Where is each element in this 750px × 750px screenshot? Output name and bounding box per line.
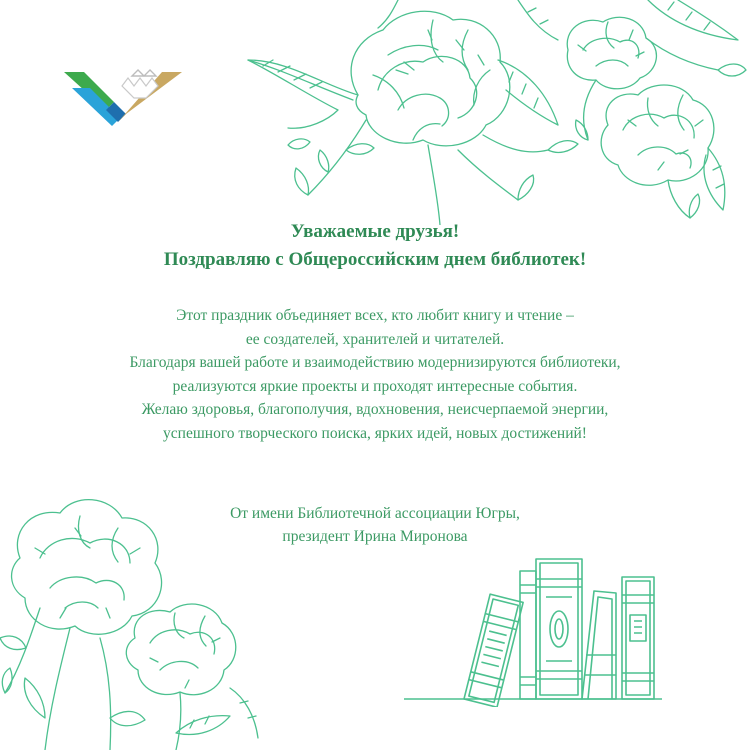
message-line: успешного творческого поиска, ярких идей, новых достижений! bbox=[163, 424, 587, 442]
message-line: реализуются яркие проекты и проходят интересные события. bbox=[172, 377, 578, 395]
message-line: Этот праздник объединяет всех, кто любит книгу и чтение – bbox=[176, 307, 574, 324]
signature-line-2: президент Ирина Миронова bbox=[282, 528, 468, 545]
books-icon bbox=[404, 555, 664, 707]
library-association-logo-icon bbox=[62, 68, 186, 132]
message-text bbox=[0, 304, 750, 445]
message-line: Благодаря вашей работе и взаимодействию модернизируются библиотеки, bbox=[129, 354, 621, 371]
signature-line-1: От имени Библиотечной ассоциации Югры, bbox=[230, 505, 520, 522]
peony-flowers-icon bbox=[228, 0, 750, 225]
greeting-line-2: Поздравляю с Общероссийским днем библиотек! bbox=[163, 249, 587, 270]
signature bbox=[0, 502, 750, 548]
greeting-heading bbox=[0, 218, 750, 274]
message-line: Желаю здоровья, благополучия, вдохновения, неисчерпаемой энергии, bbox=[141, 401, 609, 418]
greeting-line-1: Уважаемые друзья! bbox=[290, 221, 460, 242]
message-line: ее создателей, хранителей и читателей. bbox=[245, 330, 505, 348]
